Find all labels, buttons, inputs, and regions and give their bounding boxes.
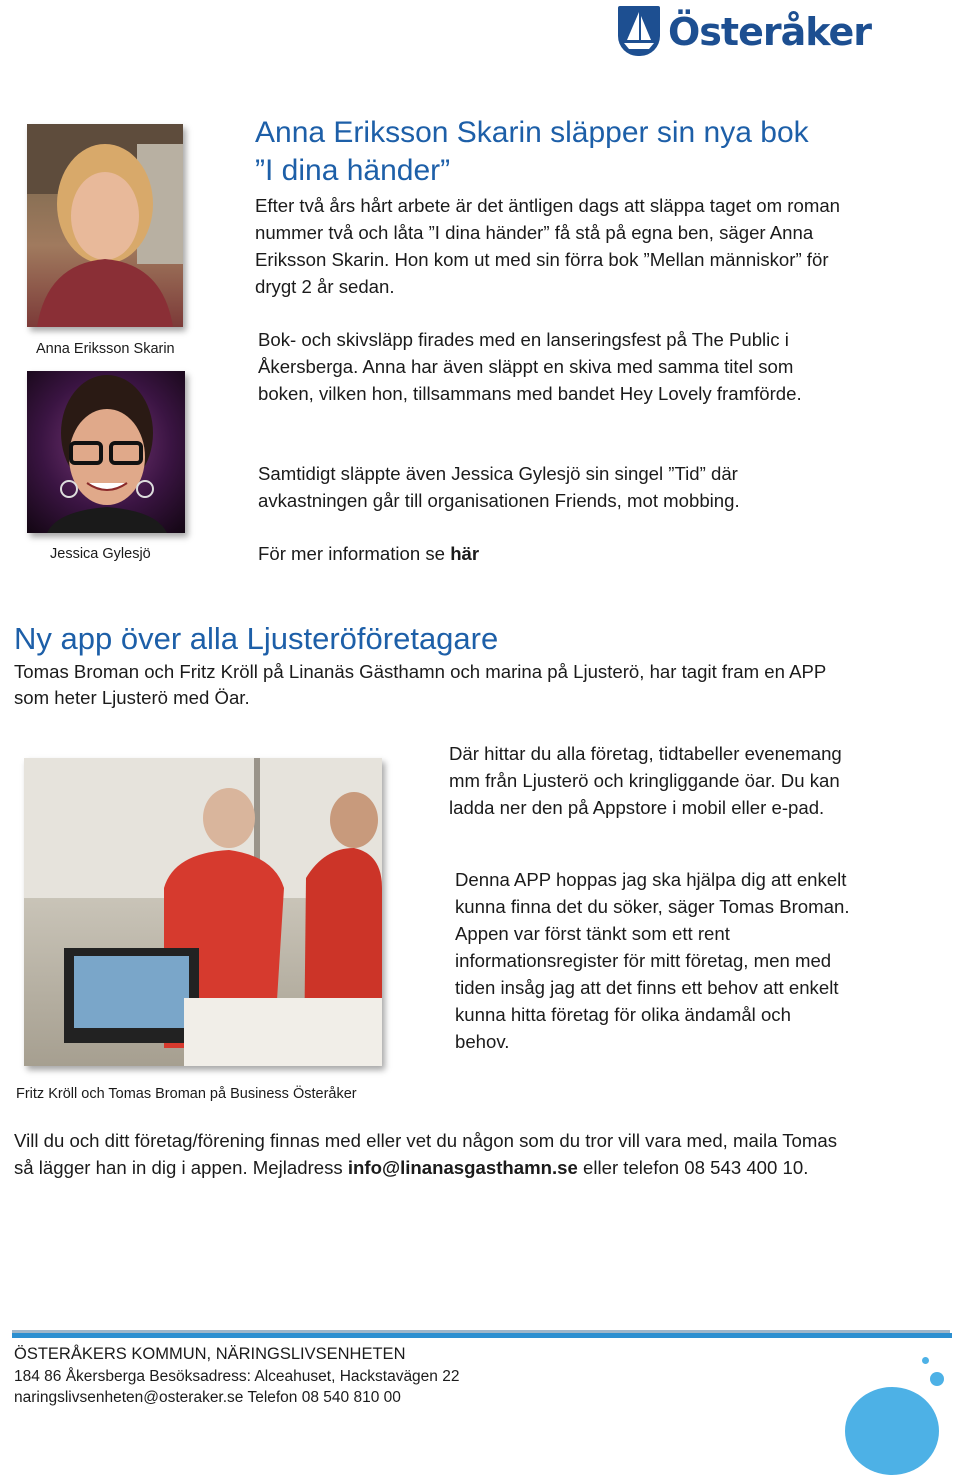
article1-paragraph-2: Bok- och skivsläpp firades med en lanseringsfest på The Public i Åkersberga. Anna har även släppt en skiva med samma titel som boken, vilken hon, tillsammans med bandet Hey Lovely framförde.: [258, 329, 802, 404]
footer-divider-blue: [12, 1333, 952, 1338]
caption-jessica: Jessica Gylesjö: [50, 546, 151, 562]
article2-closing: [14, 1127, 854, 1181]
article1-title-line2: ”I dina händer”: [255, 154, 451, 187]
article2-paragraph-2: Denna APP hoppas jag ska hjälpa dig att enkelt kunna finna det du söker, säger Tomas Broman. Appen var först tänkt som ett rent informationsregister för mitt företag, men med tiden insåg jag att det finns ett behov att enkelt kunna hitta företag för olika ändamål och behov.: [455, 869, 850, 1052]
article2-title: Ny app över alla Ljusteröföretagare: [14, 621, 499, 656]
article2-intro: Tomas Broman och Fritz Kröll på Linanäs Gästhamn och marina på Ljusterö, har tagit fram en APP som heter Ljusterö med Öar.: [14, 661, 826, 708]
jessica-gylesjo-photo: [27, 371, 185, 533]
anna-eriksson-skarin-photo: [27, 124, 183, 327]
closing-phone-text: eller telefon 08 543 400 10.: [577, 1157, 809, 1178]
decor-dot-small: [922, 1357, 929, 1364]
article1-title: [255, 114, 875, 190]
footer-organization: ÖSTERÅKERS KOMMUN, NÄRINGSLIVSENHETEN: [14, 1345, 406, 1363]
more-info-text: För mer information se: [258, 543, 451, 564]
article1-paragraph-1: Efter två års hårt arbete är det äntligen dags att släppa taget om roman nummer två och låta ”I dina händer” få stå på egna ben, säger Anna Eriksson Skarin. Hon kom ut med sin förra bok ”Mellan människor” för drygt 2 år sedan.: [255, 195, 841, 297]
osteraker-logo: [618, 6, 872, 60]
closing-text: Vill du och ditt företag/förening finnas med eller vet du någon som du tror vill vara med, maila Tomas så lägger han in dig i appen. Mejladress: [14, 1130, 838, 1178]
article1-title-line1: Anna Eriksson Skarin släpper sin nya bok: [255, 116, 809, 149]
footer-address: 184 86 Åkersberga Besöksadress: Alceahuset, Hackstavägen 22: [14, 1368, 460, 1385]
logo-wordmark: Österåker: [668, 10, 872, 54]
caption-anna: Anna Eriksson Skarin: [36, 341, 175, 357]
contact-email-link[interactable]: info@linanasgasthamn.se: [347, 1157, 578, 1178]
article2-paragraph-1: Där hittar du alla företag, tidtabeller evenemang mm från Ljusterö och kringliggande öar. Du kan ladda ner den på Appstore i mobil eller e-pad.: [449, 743, 842, 818]
footer-contact: naringslivsenheten@osteraker.se Telefon 08 540 810 00: [14, 1389, 401, 1406]
caption-booth-photo: Fritz Kröll och Tomas Broman på Business Österåker: [16, 1086, 357, 1102]
decor-dot-large: [845, 1387, 939, 1475]
article1-paragraph-3: Samtidigt släppte även Jessica Gylesjö sin singel ”Tid” där avkastningen går till organisationen Friends, mot mobbing.: [258, 463, 740, 511]
fritz-and-tomas-photo: [24, 758, 382, 1066]
decor-dot-medium: [930, 1372, 944, 1386]
sailboat-shield-icon: [618, 6, 660, 56]
more-info-link[interactable]: här: [450, 543, 480, 564]
more-info-line: [258, 540, 848, 567]
